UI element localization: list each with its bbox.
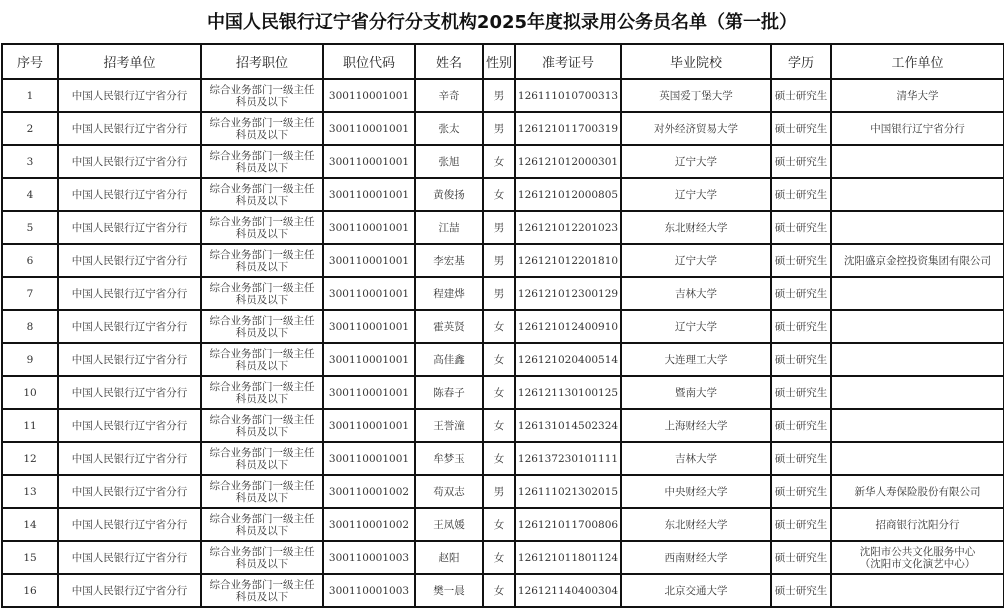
work-unit-cell bbox=[831, 112, 1004, 145]
degree-cell: 硕士研究生 bbox=[771, 178, 831, 211]
school-cell: 大连理工大学 bbox=[621, 343, 771, 376]
table-row bbox=[2, 211, 1004, 244]
position-line: 科员及以下 bbox=[235, 293, 289, 306]
position-code-cell: 300110001003 bbox=[323, 541, 415, 574]
row-no-cell: 10 bbox=[2, 376, 58, 409]
header-degree: 学历 bbox=[771, 44, 831, 79]
position-line: 综合业务部门一级主任 bbox=[209, 545, 315, 558]
exam-id-cell: 126121012400910 bbox=[515, 310, 621, 343]
position-code-cell: 300110001001 bbox=[323, 178, 415, 211]
candidate-name-cell: 王誉潼 bbox=[415, 409, 483, 442]
position-line: 科员及以下 bbox=[235, 227, 289, 240]
position-line: 综合业务部门一级主任 bbox=[209, 215, 315, 228]
recruiting-unit-cell: 中国人民银行辽宁省分行 bbox=[58, 277, 201, 310]
gender-cell: 男 bbox=[483, 475, 515, 508]
recruiting-unit-cell: 中国人民银行辽宁省分行 bbox=[58, 541, 201, 574]
degree-cell: 硕士研究生 bbox=[771, 541, 831, 574]
exam-id-cell: 126121012201810 bbox=[515, 244, 621, 277]
gender-cell: 女 bbox=[483, 442, 515, 475]
work-unit-cell bbox=[831, 310, 1004, 343]
position-line: 科员及以下 bbox=[235, 524, 289, 537]
header-no: 序号 bbox=[2, 44, 58, 79]
gender-cell: 女 bbox=[483, 508, 515, 541]
gender-cell: 女 bbox=[483, 343, 515, 376]
school-cell: 西南财经大学 bbox=[621, 541, 771, 574]
position-line: 综合业务部门一级主任 bbox=[209, 446, 315, 459]
recruiting-unit-cell: 中国人民银行辽宁省分行 bbox=[58, 475, 201, 508]
recruiting-unit-cell: 中国人民银行辽宁省分行 bbox=[58, 376, 201, 409]
position-line: 科员及以下 bbox=[235, 590, 289, 603]
position-code-cell: 300110001001 bbox=[323, 145, 415, 178]
work-unit-cell bbox=[831, 574, 1004, 607]
gender-cell: 男 bbox=[483, 211, 515, 244]
row-no-cell: 5 bbox=[2, 211, 58, 244]
header-name: 姓名 bbox=[415, 44, 483, 79]
table-row bbox=[2, 145, 1004, 178]
work-line: 清华大学 bbox=[896, 89, 939, 102]
candidate-table bbox=[1, 43, 1004, 608]
position-cell bbox=[201, 277, 323, 310]
school-cell: 吉林大学 bbox=[621, 442, 771, 475]
candidate-name-cell: 樊一晨 bbox=[415, 574, 483, 607]
row-no-cell: 12 bbox=[2, 442, 58, 475]
position-line: 综合业务部门一级主任 bbox=[209, 281, 315, 294]
position-code-cell: 300110001001 bbox=[323, 409, 415, 442]
degree-cell: 硕士研究生 bbox=[771, 574, 831, 607]
position-cell bbox=[201, 409, 323, 442]
degree-cell: 硕士研究生 bbox=[771, 79, 831, 112]
row-no-cell: 13 bbox=[2, 475, 58, 508]
gender-cell: 女 bbox=[483, 310, 515, 343]
position-line: 科员及以下 bbox=[235, 194, 289, 207]
table-row bbox=[2, 541, 1004, 574]
position-code-cell: 300110001001 bbox=[323, 211, 415, 244]
work-line: 沈阳盛京金控投资集团有限公司 bbox=[844, 254, 991, 267]
position-line: 科员及以下 bbox=[235, 557, 289, 570]
recruiting-unit-cell: 中国人民银行辽宁省分行 bbox=[58, 343, 201, 376]
gender-cell: 女 bbox=[483, 574, 515, 607]
degree-cell: 硕士研究生 bbox=[771, 112, 831, 145]
exam-id-cell: 126121140400304 bbox=[515, 574, 621, 607]
position-cell bbox=[201, 376, 323, 409]
candidate-name-cell: 赵阳 bbox=[415, 541, 483, 574]
candidate-name-cell: 黄俊扬 bbox=[415, 178, 483, 211]
position-code-cell: 300110001001 bbox=[323, 310, 415, 343]
position-cell bbox=[201, 112, 323, 145]
table-row bbox=[2, 475, 1004, 508]
row-no-cell: 6 bbox=[2, 244, 58, 277]
table-row bbox=[2, 574, 1004, 607]
header-position: 招考职位 bbox=[201, 44, 323, 79]
position-cell bbox=[201, 145, 323, 178]
candidate-name-cell: 张太 bbox=[415, 112, 483, 145]
exam-id-cell: 126121012000805 bbox=[515, 178, 621, 211]
degree-cell: 硕士研究生 bbox=[771, 343, 831, 376]
recruiting-unit-cell: 中国人民银行辽宁省分行 bbox=[58, 310, 201, 343]
position-line: 综合业务部门一级主任 bbox=[209, 380, 315, 393]
row-no-cell: 15 bbox=[2, 541, 58, 574]
header-school: 毕业院校 bbox=[621, 44, 771, 79]
exam-id-cell: 126121012000301 bbox=[515, 145, 621, 178]
header-row bbox=[2, 44, 1004, 79]
position-line: 综合业务部门一级主任 bbox=[209, 413, 315, 426]
work-unit-cell bbox=[831, 145, 1004, 178]
position-code-cell: 300110001003 bbox=[323, 574, 415, 607]
exam-id-cell: 126121011700319 bbox=[515, 112, 621, 145]
row-no-cell: 7 bbox=[2, 277, 58, 310]
exam-id-cell: 126121012201023 bbox=[515, 211, 621, 244]
exam-id-cell: 126121011700806 bbox=[515, 508, 621, 541]
candidate-name-cell: 程建烨 bbox=[415, 277, 483, 310]
row-no-cell: 11 bbox=[2, 409, 58, 442]
candidate-name-cell: 陈春子 bbox=[415, 376, 483, 409]
position-code-cell: 300110001001 bbox=[323, 79, 415, 112]
degree-cell: 硕士研究生 bbox=[771, 145, 831, 178]
position-line: 科员及以下 bbox=[235, 128, 289, 141]
row-no-cell: 16 bbox=[2, 574, 58, 607]
school-cell: 上海财经大学 bbox=[621, 409, 771, 442]
degree-cell: 硕士研究生 bbox=[771, 244, 831, 277]
candidate-name-cell: 王凤媛 bbox=[415, 508, 483, 541]
position-cell bbox=[201, 574, 323, 607]
school-cell: 辽宁大学 bbox=[621, 244, 771, 277]
exam-id-cell: 126111021302015 bbox=[515, 475, 621, 508]
school-cell: 英国爱丁堡大学 bbox=[621, 79, 771, 112]
gender-cell: 女 bbox=[483, 541, 515, 574]
position-line: 科员及以下 bbox=[235, 161, 289, 174]
position-line: 科员及以下 bbox=[235, 392, 289, 405]
header-unit: 招考单位 bbox=[58, 44, 201, 79]
position-line: 科员及以下 bbox=[235, 95, 289, 108]
exam-id-cell: 126121130100125 bbox=[515, 376, 621, 409]
work-unit-cell bbox=[831, 178, 1004, 211]
school-cell: 东北财经大学 bbox=[621, 211, 771, 244]
table-row bbox=[2, 376, 1004, 409]
row-no-cell: 3 bbox=[2, 145, 58, 178]
gender-cell: 男 bbox=[483, 244, 515, 277]
position-line: 科员及以下 bbox=[235, 260, 289, 273]
header-work: 工作单位 bbox=[831, 44, 1004, 79]
position-cell bbox=[201, 442, 323, 475]
position-line: 科员及以下 bbox=[235, 491, 289, 504]
position-code-cell: 300110001001 bbox=[323, 376, 415, 409]
degree-cell: 硕士研究生 bbox=[771, 508, 831, 541]
position-cell bbox=[201, 475, 323, 508]
position-line: 综合业务部门一级主任 bbox=[209, 116, 315, 129]
recruiting-unit-cell: 中国人民银行辽宁省分行 bbox=[58, 574, 201, 607]
work-unit-cell bbox=[831, 244, 1004, 277]
candidate-name-cell: 苟双志 bbox=[415, 475, 483, 508]
row-no-cell: 14 bbox=[2, 508, 58, 541]
recruiting-unit-cell: 中国人民银行辽宁省分行 bbox=[58, 442, 201, 475]
row-no-cell: 9 bbox=[2, 343, 58, 376]
degree-cell: 硕士研究生 bbox=[771, 475, 831, 508]
position-line: 综合业务部门一级主任 bbox=[209, 578, 315, 591]
work-unit-cell bbox=[831, 277, 1004, 310]
table-row bbox=[2, 178, 1004, 211]
position-code-cell: 300110001002 bbox=[323, 508, 415, 541]
work-line: 中国银行辽宁省分行 bbox=[870, 122, 965, 135]
position-code-cell: 300110001001 bbox=[323, 277, 415, 310]
work-line: 招商银行沈阳分行 bbox=[875, 518, 960, 531]
degree-cell: 硕士研究生 bbox=[771, 211, 831, 244]
degree-cell: 硕士研究生 bbox=[771, 310, 831, 343]
position-code-cell: 300110001001 bbox=[323, 343, 415, 376]
work-unit-cell bbox=[831, 409, 1004, 442]
recruiting-unit-cell: 中国人民银行辽宁省分行 bbox=[58, 409, 201, 442]
recruiting-unit-cell: 中国人民银行辽宁省分行 bbox=[58, 244, 201, 277]
gender-cell: 女 bbox=[483, 409, 515, 442]
school-cell: 暨南大学 bbox=[621, 376, 771, 409]
table-row bbox=[2, 277, 1004, 310]
gender-cell: 女 bbox=[483, 145, 515, 178]
position-cell bbox=[201, 343, 323, 376]
exam-id-cell: 126121012300129 bbox=[515, 277, 621, 310]
table-row bbox=[2, 112, 1004, 145]
candidate-name-cell: 李宏基 bbox=[415, 244, 483, 277]
position-line: 科员及以下 bbox=[235, 359, 289, 372]
position-code-cell: 300110001001 bbox=[323, 244, 415, 277]
work-unit-cell bbox=[831, 475, 1004, 508]
position-cell bbox=[201, 541, 323, 574]
degree-cell: 硕士研究生 bbox=[771, 442, 831, 475]
table-row bbox=[2, 310, 1004, 343]
work-unit-cell bbox=[831, 442, 1004, 475]
work-unit-cell bbox=[831, 508, 1004, 541]
row-no-cell: 2 bbox=[2, 112, 58, 145]
table-row bbox=[2, 79, 1004, 112]
work-unit-cell bbox=[831, 541, 1004, 574]
position-line: 综合业务部门一级主任 bbox=[209, 347, 315, 360]
candidate-name-cell: 高佳鑫 bbox=[415, 343, 483, 376]
position-cell bbox=[201, 310, 323, 343]
exam-id-cell: 126121011801124 bbox=[515, 541, 621, 574]
work-line: （沈阳市文化演艺中心） bbox=[859, 557, 976, 570]
table-row bbox=[2, 343, 1004, 376]
table-row bbox=[2, 244, 1004, 277]
recruiting-unit-cell: 中国人民银行辽宁省分行 bbox=[58, 211, 201, 244]
position-line: 综合业务部门一级主任 bbox=[209, 149, 315, 162]
row-no-cell: 8 bbox=[2, 310, 58, 343]
gender-cell: 女 bbox=[483, 376, 515, 409]
position-cell bbox=[201, 244, 323, 277]
row-no-cell: 4 bbox=[2, 178, 58, 211]
exam-id-cell: 126131014502324 bbox=[515, 409, 621, 442]
position-line: 科员及以下 bbox=[235, 425, 289, 438]
header-gender: 性别 bbox=[483, 44, 515, 79]
school-cell: 北京交通大学 bbox=[621, 574, 771, 607]
header-code: 职位代码 bbox=[323, 44, 415, 79]
work-unit-cell bbox=[831, 211, 1004, 244]
school-cell: 辽宁大学 bbox=[621, 310, 771, 343]
position-line: 综合业务部门一级主任 bbox=[209, 512, 315, 525]
recruiting-unit-cell: 中国人民银行辽宁省分行 bbox=[58, 79, 201, 112]
position-line: 科员及以下 bbox=[235, 326, 289, 339]
degree-cell: 硕士研究生 bbox=[771, 277, 831, 310]
position-line: 综合业务部门一级主任 bbox=[209, 83, 315, 96]
school-cell: 东北财经大学 bbox=[621, 508, 771, 541]
exam-id-cell: 126137230101111 bbox=[515, 442, 621, 475]
recruiting-unit-cell: 中国人民银行辽宁省分行 bbox=[58, 508, 201, 541]
candidate-name-cell: 牟梦玉 bbox=[415, 442, 483, 475]
position-cell bbox=[201, 211, 323, 244]
document-title: 中国人民银行辽宁省分行分支机构2025年度拟录用公务员名单（第一批） bbox=[206, 12, 798, 33]
exam-id-cell: 126111010700313 bbox=[515, 79, 621, 112]
position-cell bbox=[201, 79, 323, 112]
position-line: 综合业务部门一级主任 bbox=[209, 314, 315, 327]
position-line: 科员及以下 bbox=[235, 458, 289, 471]
degree-cell: 硕士研究生 bbox=[771, 409, 831, 442]
recruiting-unit-cell: 中国人民银行辽宁省分行 bbox=[58, 178, 201, 211]
gender-cell: 女 bbox=[483, 178, 515, 211]
recruiting-unit-cell: 中国人民银行辽宁省分行 bbox=[58, 112, 201, 145]
table-row bbox=[2, 508, 1004, 541]
work-line: 新华人寿保险股份有限公司 bbox=[854, 485, 981, 498]
work-unit-cell bbox=[831, 79, 1004, 112]
school-cell: 辽宁大学 bbox=[621, 178, 771, 211]
degree-cell: 硕士研究生 bbox=[771, 376, 831, 409]
candidate-name-cell: 江喆 bbox=[415, 211, 483, 244]
gender-cell: 男 bbox=[483, 277, 515, 310]
work-unit-cell bbox=[831, 376, 1004, 409]
header-exam-id: 准考证号 bbox=[515, 44, 621, 79]
school-cell: 辽宁大学 bbox=[621, 145, 771, 178]
position-line: 综合业务部门一级主任 bbox=[209, 182, 315, 195]
position-line: 综合业务部门一级主任 bbox=[209, 479, 315, 492]
school-cell: 对外经济贸易大学 bbox=[621, 112, 771, 145]
exam-id-cell: 126121020400514 bbox=[515, 343, 621, 376]
position-code-cell: 300110001001 bbox=[323, 442, 415, 475]
row-no-cell: 1 bbox=[2, 79, 58, 112]
position-line: 综合业务部门一级主任 bbox=[209, 248, 315, 261]
gender-cell: 男 bbox=[483, 79, 515, 112]
candidate-name-cell: 张旭 bbox=[415, 145, 483, 178]
work-unit-cell bbox=[831, 343, 1004, 376]
recruiting-unit-cell: 中国人民银行辽宁省分行 bbox=[58, 145, 201, 178]
candidate-name-cell: 霍英贤 bbox=[415, 310, 483, 343]
position-code-cell: 300110001001 bbox=[323, 112, 415, 145]
position-cell bbox=[201, 508, 323, 541]
table-row bbox=[2, 409, 1004, 442]
position-cell bbox=[201, 178, 323, 211]
school-cell: 中央财经大学 bbox=[621, 475, 771, 508]
table-row bbox=[2, 442, 1004, 475]
candidate-name-cell: 辛奇 bbox=[415, 79, 483, 112]
school-cell: 吉林大学 bbox=[621, 277, 771, 310]
gender-cell: 男 bbox=[483, 112, 515, 145]
position-code-cell: 300110001002 bbox=[323, 475, 415, 508]
work-line: 沈阳市公共文化服务中心 bbox=[859, 545, 976, 558]
